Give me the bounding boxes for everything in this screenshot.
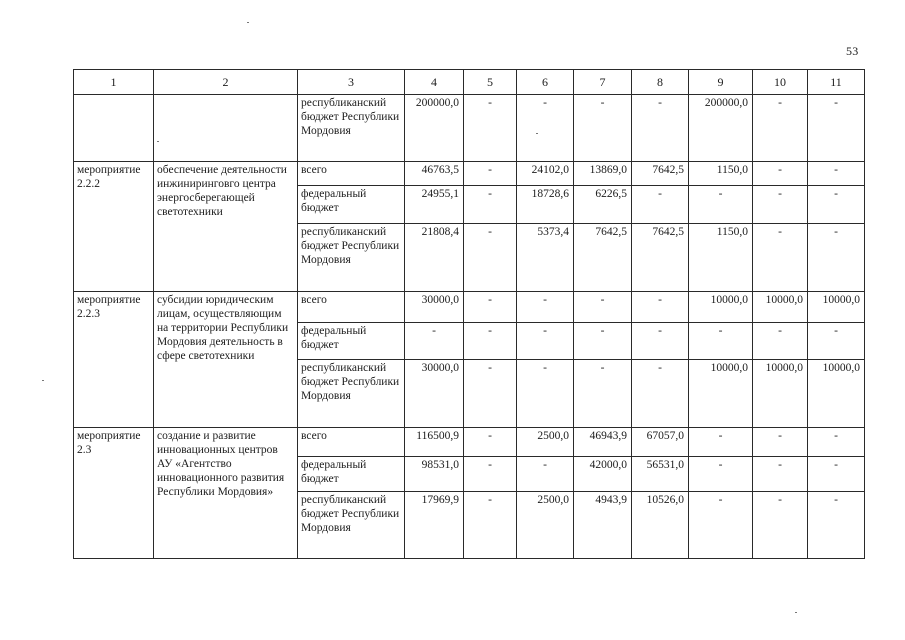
value-cell: -: [753, 428, 808, 457]
value-cell: -: [464, 162, 517, 186]
value-cell: 24102,0: [517, 162, 574, 186]
activity-id-cell: мероприятие 2.2.3: [74, 292, 154, 428]
value-cell: -: [405, 323, 464, 360]
value-cell: -: [753, 323, 808, 360]
value-cell: 200000,0: [405, 95, 464, 162]
activity-name-cell: субсидии юридическим лицам, осуществляющим на территории Республики Мордовия деятельность в сфере светотехники: [154, 292, 298, 428]
value-cell: -: [632, 360, 689, 428]
funding-source-cell: республиканский бюджет Республики Мордовия: [298, 492, 405, 559]
value-cell: 30000,0: [405, 360, 464, 428]
value-cell: 2500,0: [517, 428, 574, 457]
value-cell: 200000,0: [689, 95, 753, 162]
scan-speck: [247, 22, 249, 23]
activity-id-cell: мероприятие 2.2.2: [74, 162, 154, 292]
value-cell: -: [808, 323, 865, 360]
value-cell: 7642,5: [632, 224, 689, 292]
header-row: [74, 70, 865, 95]
value-cell: -: [632, 292, 689, 323]
value-cell: -: [464, 492, 517, 559]
value-cell: 2500,0: [517, 492, 574, 559]
value-cell: 46763,5: [405, 162, 464, 186]
value-cell: 5373,4: [517, 224, 574, 292]
funding-source-cell: всего: [298, 292, 405, 323]
funding-source-cell: республиканский бюджет Республики Мордовия: [298, 360, 405, 428]
value-cell: 116500,9: [405, 428, 464, 457]
header-cell: 8: [632, 70, 689, 95]
value-cell: 10000,0: [753, 360, 808, 428]
value-cell: -: [753, 224, 808, 292]
header-cell: 3: [298, 70, 405, 95]
value-cell: -: [574, 95, 632, 162]
value-cell: -: [689, 323, 753, 360]
value-cell: -: [464, 292, 517, 323]
value-cell: 1150,0: [689, 224, 753, 292]
value-cell: -: [808, 186, 865, 224]
value-cell: -: [464, 457, 517, 492]
value-cell: -: [632, 95, 689, 162]
value-cell: -: [753, 186, 808, 224]
value-cell: -: [808, 428, 865, 457]
funding-source-cell: всего: [298, 162, 405, 186]
activity-name-cell: обеспечение деятельности инжиниринговго центра энергосберегающей светотехники: [154, 162, 298, 292]
activity-name-cell: [154, 95, 298, 162]
funding-source-cell: республиканский бюджет Республики Мордовия: [298, 224, 405, 292]
table-row: [74, 162, 865, 186]
value-cell: -: [753, 95, 808, 162]
value-cell: -: [689, 457, 753, 492]
value-cell: -: [464, 360, 517, 428]
value-cell: -: [808, 224, 865, 292]
value-cell: -: [574, 292, 632, 323]
value-cell: -: [574, 360, 632, 428]
header-cell: 6: [517, 70, 574, 95]
funding-source-cell: федеральный бюджет: [298, 186, 405, 224]
value-cell: 10000,0: [808, 360, 865, 428]
activity-name-cell: создание и развитие инновационных центров АУ «Агентство инновационного развития Республики Мордовия»: [154, 428, 298, 559]
budget-table: [73, 69, 865, 559]
value-cell: -: [808, 162, 865, 186]
table-row: [74, 95, 865, 162]
value-cell: 56531,0: [632, 457, 689, 492]
value-cell: 10000,0: [808, 292, 865, 323]
value-cell: 17969,9: [405, 492, 464, 559]
value-cell: -: [808, 492, 865, 559]
value-cell: -: [464, 95, 517, 162]
funding-source-cell: республиканский бюджет Республики Мордовия: [298, 95, 405, 162]
value-cell: 10000,0: [689, 292, 753, 323]
value-cell: 7642,5: [574, 224, 632, 292]
header-cell: 9: [689, 70, 753, 95]
value-cell: 10000,0: [753, 292, 808, 323]
value-cell: -: [689, 492, 753, 559]
header-cell: 10: [753, 70, 808, 95]
header-cell: 5: [464, 70, 517, 95]
value-cell: 42000,0: [574, 457, 632, 492]
funding-source-cell: федеральный бюджет: [298, 323, 405, 360]
value-cell: -: [808, 457, 865, 492]
value-cell: -: [517, 292, 574, 323]
value-cell: 6226,5: [574, 186, 632, 224]
scan-speck: [795, 612, 797, 613]
scan-speck: [157, 141, 159, 142]
value-cell: -: [808, 95, 865, 162]
value-cell: -: [753, 162, 808, 186]
value-cell: 1150,0: [689, 162, 753, 186]
value-cell: -: [517, 95, 574, 162]
header-cell: 2: [154, 70, 298, 95]
value-cell: 4943,9: [574, 492, 632, 559]
value-cell: -: [574, 323, 632, 360]
value-cell: 46943,9: [574, 428, 632, 457]
activity-id-cell: мероприятие 2.3: [74, 428, 154, 559]
value-cell: -: [517, 323, 574, 360]
value-cell: 18728,6: [517, 186, 574, 224]
header-cell: 1: [74, 70, 154, 95]
value-cell: 10526,0: [632, 492, 689, 559]
funding-source-cell: всего: [298, 428, 405, 457]
table-row: [74, 292, 865, 323]
scan-speck: [42, 380, 44, 381]
value-cell: -: [464, 323, 517, 360]
value-cell: 7642,5: [632, 162, 689, 186]
value-cell: -: [753, 492, 808, 559]
value-cell: -: [632, 323, 689, 360]
scan-speck: [536, 133, 538, 134]
page-number: 53: [846, 44, 859, 58]
value-cell: -: [464, 224, 517, 292]
value-cell: -: [464, 428, 517, 457]
value-cell: 30000,0: [405, 292, 464, 323]
value-cell: -: [517, 457, 574, 492]
value-cell: -: [517, 360, 574, 428]
value-cell: 24955,1: [405, 186, 464, 224]
value-cell: -: [689, 186, 753, 224]
value-cell: 10000,0: [689, 360, 753, 428]
value-cell: -: [464, 186, 517, 224]
header-cell: 11: [808, 70, 865, 95]
activity-id-cell: [74, 95, 154, 162]
funding-source-cell: федеральный бюджет: [298, 457, 405, 492]
value-cell: -: [753, 457, 808, 492]
header-cell: 7: [574, 70, 632, 95]
value-cell: 98531,0: [405, 457, 464, 492]
value-cell: 13869,0: [574, 162, 632, 186]
value-cell: 21808,4: [405, 224, 464, 292]
header-cell: 4: [405, 70, 464, 95]
table-row: [74, 428, 865, 457]
value-cell: 67057,0: [632, 428, 689, 457]
value-cell: -: [632, 186, 689, 224]
value-cell: -: [689, 428, 753, 457]
